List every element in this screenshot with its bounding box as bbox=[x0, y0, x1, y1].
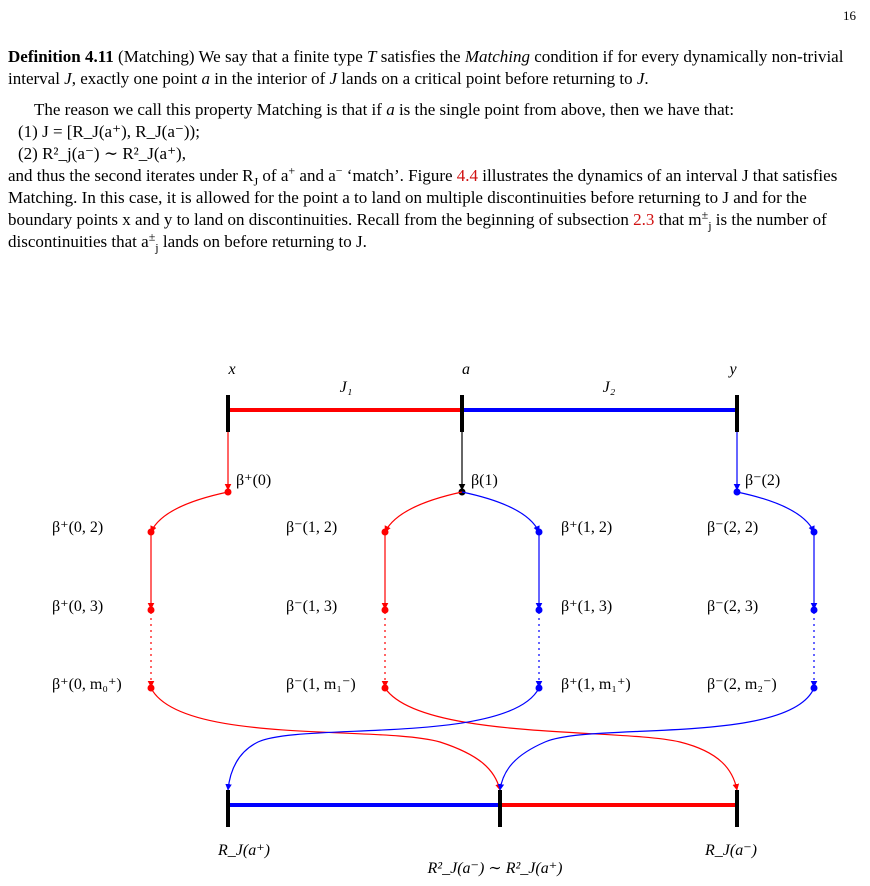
definition-text: in the interior of bbox=[210, 69, 330, 88]
label-y: y bbox=[729, 361, 737, 378]
arrow-beta1-to-12-minus bbox=[385, 492, 462, 532]
superscript: ± bbox=[701, 207, 709, 222]
label-beta-minus-1-2: β⁻(1, 2) bbox=[286, 519, 338, 536]
definition-text: lands on a critical point before returning to bbox=[337, 69, 637, 88]
definition-term: Matching bbox=[464, 47, 530, 66]
label-beta-plus-0-m: β⁺(0, m₀⁺) bbox=[52, 676, 122, 693]
paragraph-2 bbox=[8, 165, 860, 253]
enumerated-list bbox=[8, 121, 860, 165]
math-a: a bbox=[201, 69, 211, 88]
body-text bbox=[8, 46, 860, 253]
paragraph-text: is the single point from above, then we have that: bbox=[394, 100, 735, 119]
label-beta-plus-0-3: β⁺(0, 3) bbox=[52, 598, 104, 615]
superscript: − bbox=[335, 163, 343, 178]
math-T: T bbox=[367, 47, 377, 66]
math-J: J bbox=[64, 69, 72, 88]
paragraph-text: The reason we call this property Matching is that if bbox=[34, 100, 387, 119]
label-beta-minus-1-m: β⁻(1, m₁⁻) bbox=[286, 676, 356, 693]
label-beta-minus-1-3: β⁻(1, 3) bbox=[286, 598, 338, 615]
figure-reference-link[interactable]: 4.4 bbox=[456, 166, 479, 185]
label-beta-1: β(1) bbox=[471, 472, 498, 489]
label-a: a bbox=[462, 361, 470, 378]
math-J: J bbox=[329, 69, 338, 88]
paragraph-text: of a bbox=[258, 166, 289, 185]
paragraph-1 bbox=[8, 99, 860, 121]
label-beta-plus-1-m: β⁺(1, m₁⁺) bbox=[561, 676, 631, 693]
definition-title: (Matching) bbox=[118, 47, 195, 66]
matching-dynamics-figure bbox=[0, 360, 870, 886]
arrow-beta0-to-022 bbox=[151, 492, 228, 532]
label-beta-plus-0: β⁺(0) bbox=[236, 472, 272, 489]
label-beta-minus-2-2: β⁻(2, 2) bbox=[707, 519, 759, 536]
definition-text: , exactly one point bbox=[71, 69, 202, 88]
curve-beta1p-to-RJplus bbox=[228, 688, 539, 790]
label-beta-minus-2: β⁻(2) bbox=[745, 472, 781, 489]
subsection-reference-link[interactable]: 2.3 bbox=[633, 210, 655, 229]
paragraph-text: that m bbox=[654, 210, 702, 229]
definition-text: condition if for every dynamically non-trivial interval bbox=[8, 47, 844, 88]
list-item: (1) J = [R_J(a⁺), R_J(a⁻)); bbox=[18, 122, 200, 141]
label-RJ-a-plus: R_J(a⁺) bbox=[218, 842, 270, 859]
label-RJ-a-minus: R_J(a⁻) bbox=[705, 842, 757, 859]
page-number: 16 bbox=[843, 8, 856, 23]
definition-text: satisfies the bbox=[376, 47, 465, 66]
curve-beta0-to-match bbox=[151, 688, 500, 790]
paragraph-text: is the number of discontinuities that a bbox=[8, 210, 827, 251]
definition-paragraph bbox=[8, 46, 860, 90]
paragraph-text: and a bbox=[295, 166, 336, 185]
label-RJ2-match: R²_J(a⁻) ∼ R²_J(a⁺) bbox=[427, 860, 563, 877]
subscript: j bbox=[155, 240, 159, 255]
subscript: j bbox=[708, 218, 712, 233]
definition-text: We say that a finite type bbox=[194, 47, 368, 66]
label-beta-plus-0-2: β⁺(0, 2) bbox=[52, 519, 104, 536]
list-item: (2) R²_j(a⁻) ∼ R²_J(a⁺), bbox=[18, 144, 186, 163]
superscript: + bbox=[288, 163, 296, 178]
label-beta-minus-2-m: β⁻(2, m₂⁻) bbox=[707, 676, 777, 693]
label-J1: J₁ bbox=[339, 379, 353, 396]
math-J: J bbox=[636, 69, 645, 88]
paragraph-text: illustrates the dynamics of an interval J that satisfies Matching. In this case, it is allowed for the point a to land on multiple discontinuities before returning to J and for the boundary points x and y to land on discontinuities. Recall from the beginning of subsection bbox=[8, 166, 838, 229]
subscript: J bbox=[253, 174, 259, 189]
curve-beta1m-to-RJminus bbox=[385, 688, 737, 790]
label-beta-plus-1-2: β⁺(1, 2) bbox=[561, 519, 613, 536]
label-x: x bbox=[228, 361, 236, 378]
label-J2: J₂ bbox=[602, 379, 616, 396]
math-a: a bbox=[386, 100, 395, 119]
label-beta-minus-2-3: β⁻(2, 3) bbox=[707, 598, 759, 615]
paragraph-text: lands on before returning to J. bbox=[158, 232, 367, 251]
paragraph-text: ‘match’. Figure bbox=[342, 166, 457, 185]
paragraph-text: and thus the second iterates under R bbox=[8, 166, 254, 185]
superscript: ± bbox=[148, 229, 156, 244]
arrow-beta1-to-12-plus bbox=[462, 492, 539, 532]
label-beta-plus-1-3: β⁺(1, 3) bbox=[561, 598, 613, 615]
definition-head: Definition 4.11 bbox=[8, 47, 114, 66]
definition-text: . bbox=[644, 69, 649, 88]
